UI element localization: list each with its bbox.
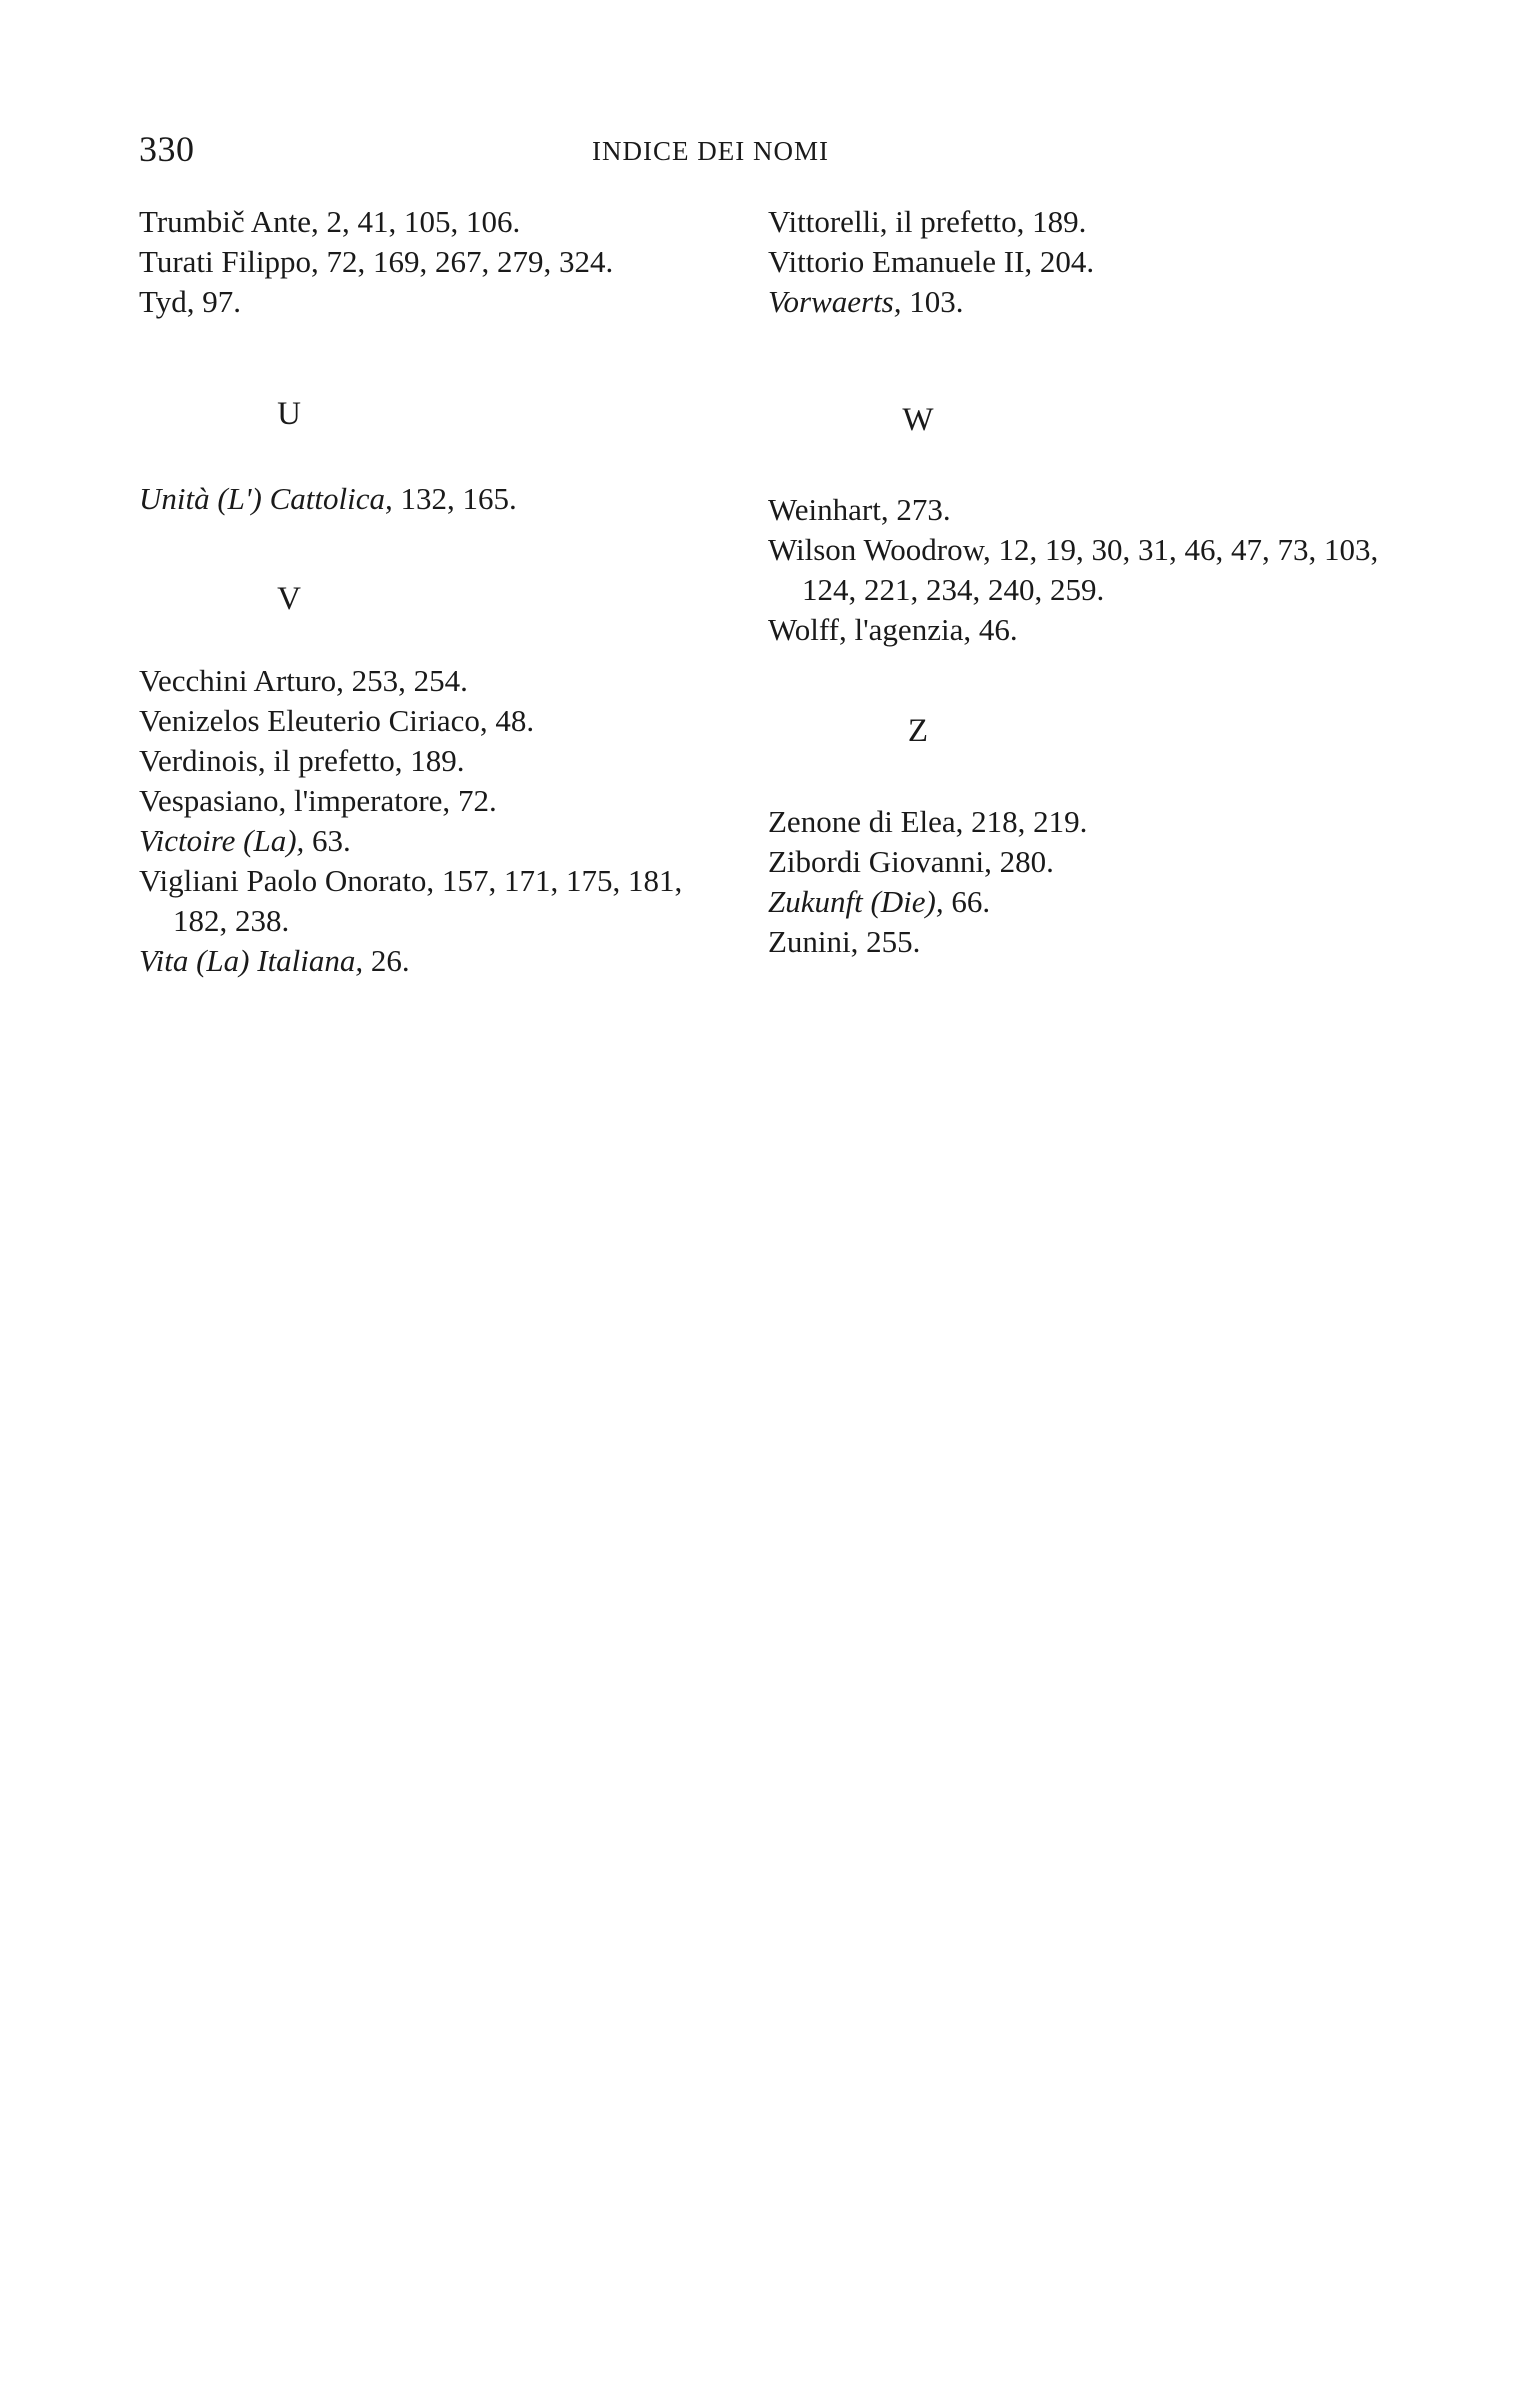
page-number: 330: [139, 129, 195, 169]
index-entry: Weinhart, 273.: [768, 492, 951, 527]
index-entry: Wilson Woodrow, 12, 19, 30, 31, 46, 47, 73, 103, 124, 221, 234, 240, 259.: [768, 532, 1379, 607]
index-entry: Vecchini Arturo, 253, 254.: [139, 663, 468, 698]
index-entry: Unità (L') Cattolica, 132, 165.: [139, 481, 517, 516]
index-entry: Wolff, l'agenzia, 46.: [768, 612, 1018, 647]
index-entry: Vita (La) Italiana, 26.: [139, 943, 410, 978]
index-entry: Verdinois, il prefetto, 189.: [139, 743, 465, 778]
index-entry: Trumbič Ante, 2, 41, 105, 106.: [139, 204, 521, 239]
left-column: [139, 202, 739, 981]
index-entry: Vittorio Emanuele II, 204.: [768, 244, 1095, 279]
index-entry: Tyd, 97.: [139, 284, 242, 319]
running-title: INDICE DEI NOMI: [592, 136, 829, 166]
section-letter-u: U: [277, 396, 301, 432]
index-entry: Zunini, 255.: [768, 924, 921, 959]
index-entry: Venizelos Eleuterio Ciriaco, 48.: [139, 703, 535, 738]
index-entry: Zukunft (Die), 66.: [768, 884, 991, 919]
index-entry: Vigliani Paolo Onorato, 157, 171, 175, 181, 182, 238.: [139, 863, 683, 938]
index-entry: Vorwaerts, 103.: [768, 284, 964, 319]
section-letter-v: V: [277, 581, 301, 617]
index-entry: Zibordi Giovanni, 280.: [768, 844, 1054, 879]
section-letter-z: Z: [907, 713, 929, 749]
right-column: [768, 202, 1388, 962]
index-entry: Zenone di Elea, 218, 219.: [768, 804, 1088, 839]
index-entry: Vittorelli, il prefetto, 189.: [768, 204, 1087, 239]
index-entry: Victoire (La), 63.: [139, 823, 351, 858]
index-entry: Vespasiano, l'imperatore, 72.: [139, 783, 497, 818]
index-entry: Turati Filippo, 72, 169, 267, 279, 324.: [139, 244, 614, 279]
section-letter-w: W: [902, 402, 934, 438]
